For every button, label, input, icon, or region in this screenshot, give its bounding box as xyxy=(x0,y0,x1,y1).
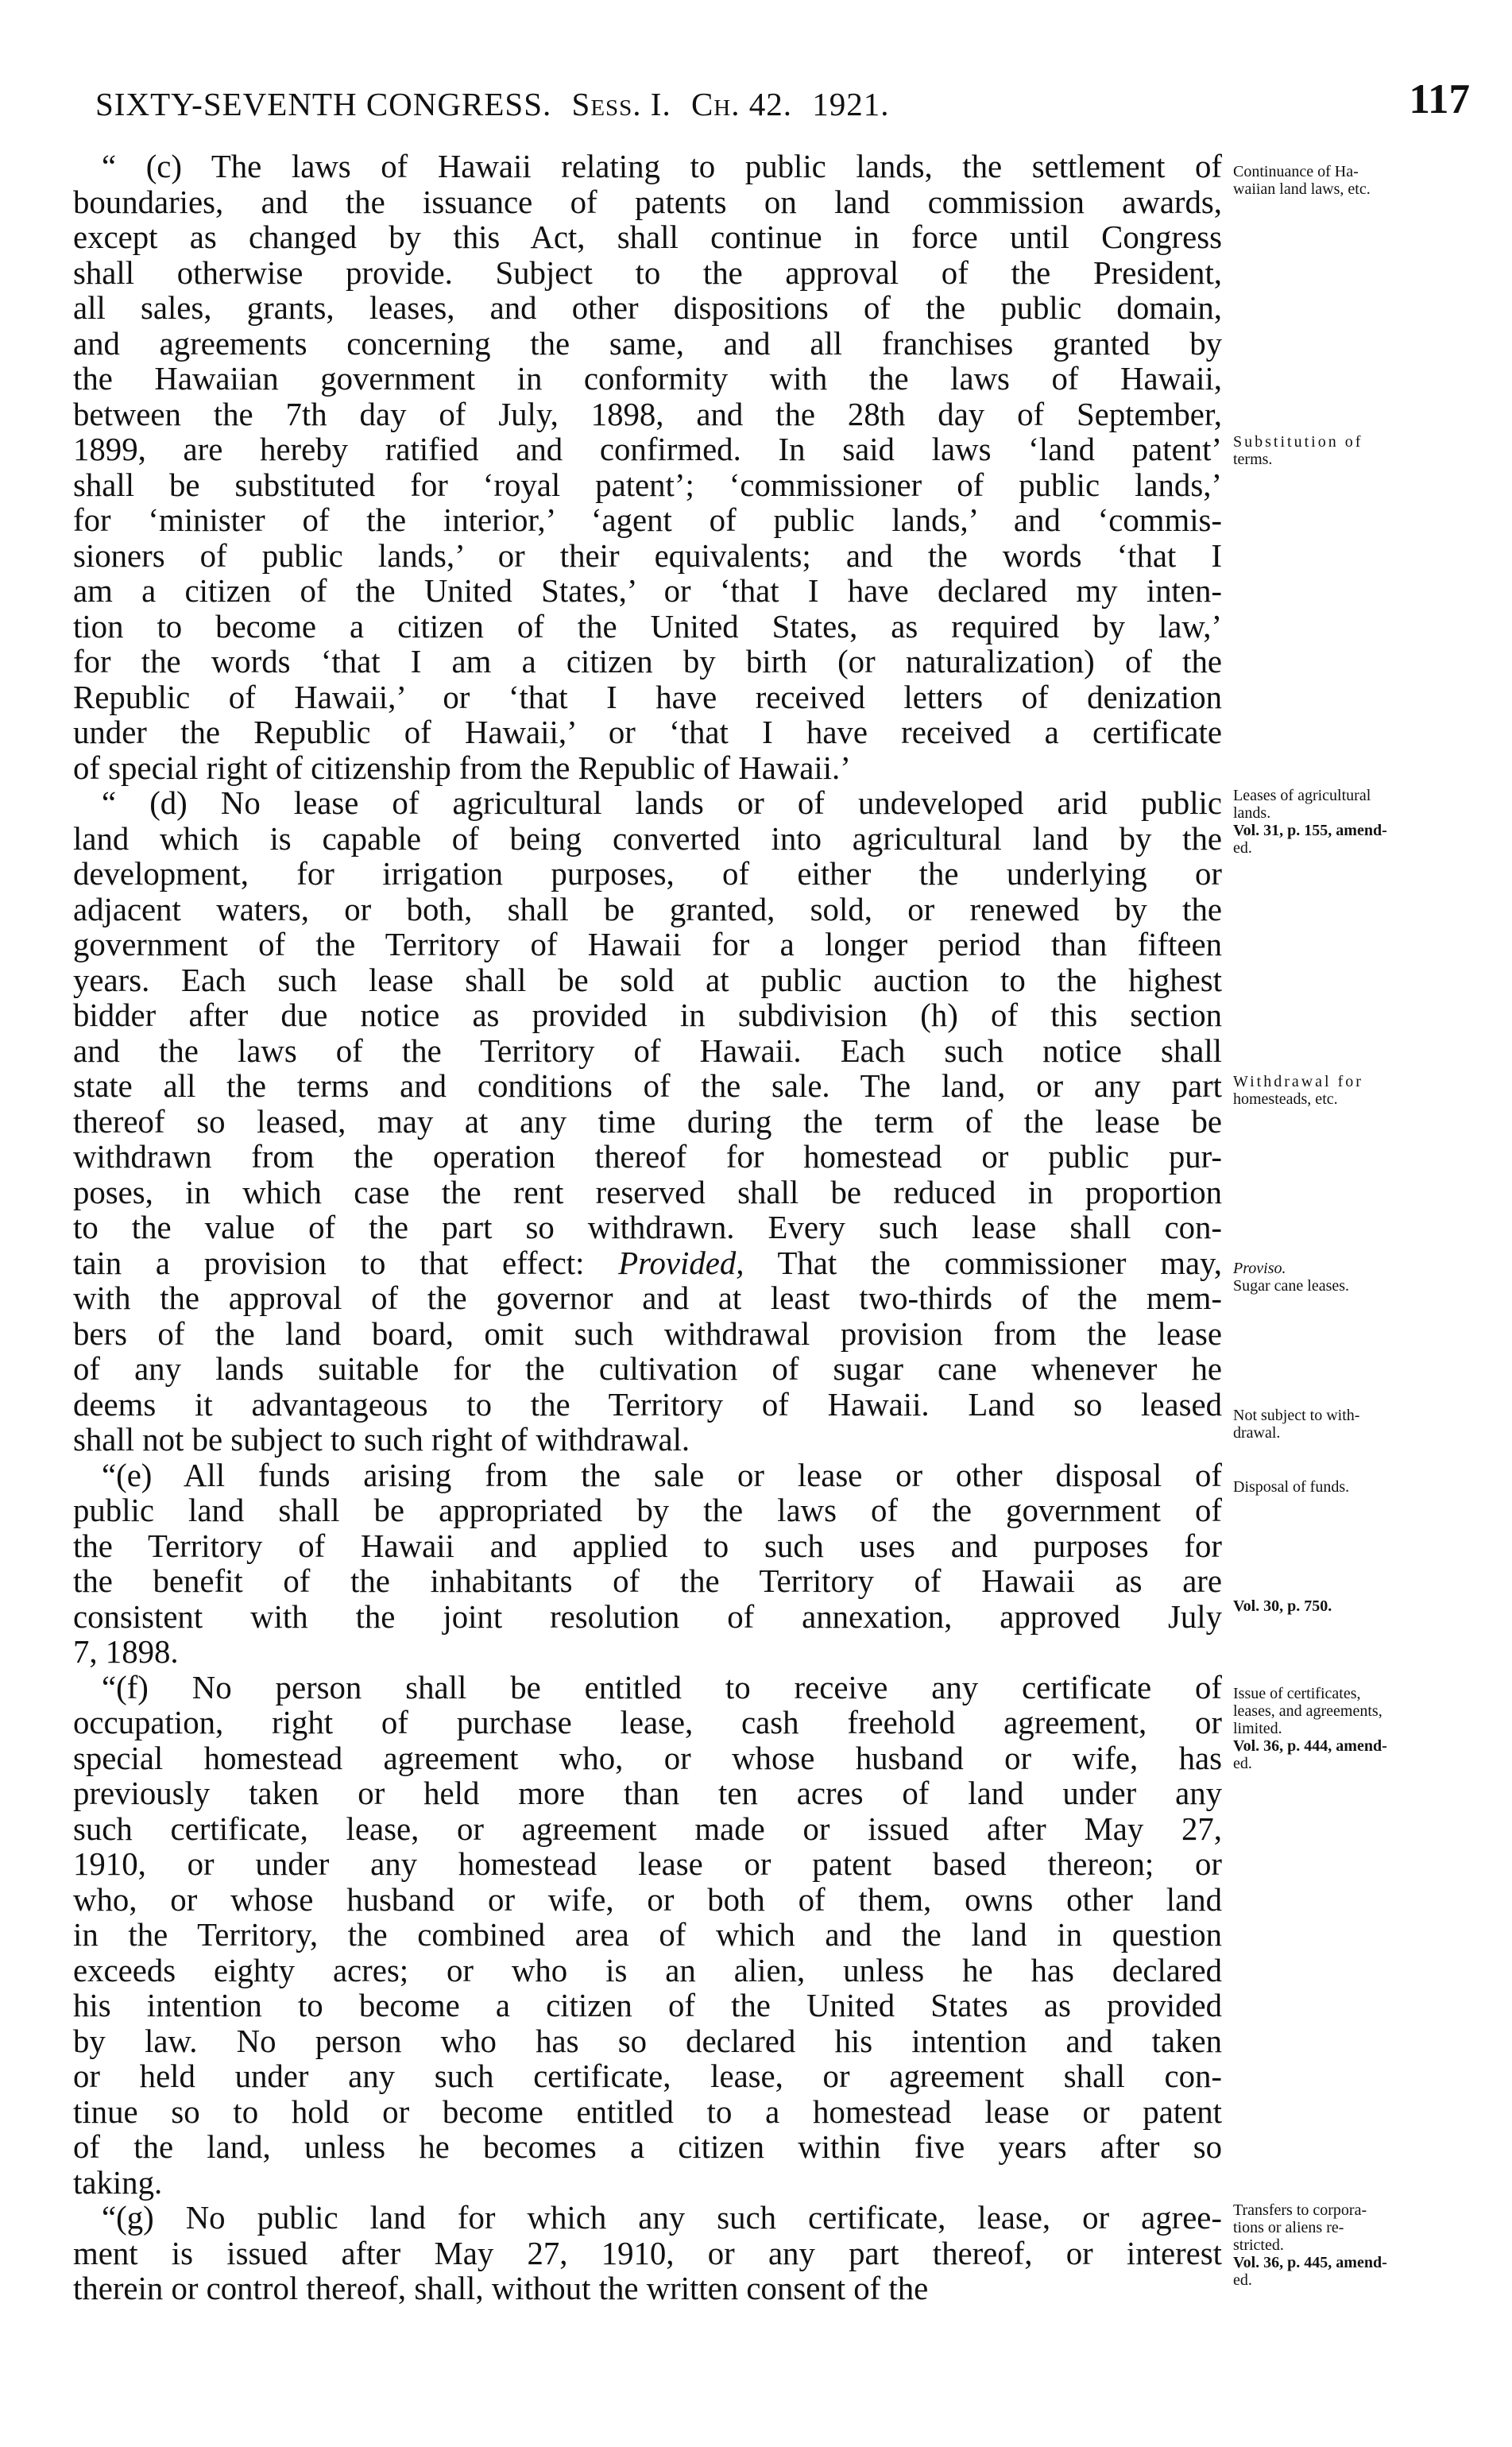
text-line: years. Each such lease shall be sold at public auction to the highest xyxy=(73,962,1222,998)
text-line: in the Territory, the combined area of which and the land in question xyxy=(73,1917,1222,1953)
text-line: shall not be subject to such right of withdrawal. xyxy=(73,1422,690,1458)
text-line: and the laws of the Territory of Hawaii. Each such notice shall xyxy=(73,1032,1222,1069)
text-line: state all the terms and conditions of the sale. The land, or any part xyxy=(73,1068,1222,1104)
text-line: development, for irrigation purposes, of either the underlying or xyxy=(73,856,1222,892)
margin-note-not-subject xyxy=(1233,1407,1495,1442)
margin-note-line: Transfers to corpora- xyxy=(1233,2201,1367,2219)
text-line: government of the Territory of Hawaii for a longer period than fifteen xyxy=(73,927,1222,962)
margin-note-line: lands. xyxy=(1233,804,1271,822)
text-line: occupation, right of purchase lease, cash freehold agreement, or xyxy=(73,1705,1222,1740)
text-line: “ (c) The laws of Hawaii relating to public lands, the settlement of xyxy=(102,149,1222,184)
margin-note-leases-agricultural xyxy=(1233,787,1495,857)
text-line: except as changed by this Act, shall continue in force until Congress xyxy=(73,219,1222,255)
text-line: exceeds eighty acres; or who is an alien, unless he has declared xyxy=(73,1952,1222,1988)
margin-note-line: Continuance of Ha- xyxy=(1233,163,1359,180)
margin-note-line: stricted. xyxy=(1233,2236,1284,2254)
text-line: under the Republic of Hawaii,’ or ‘that I have received a certificate xyxy=(73,714,1222,750)
text-line: all sales, grants, leases, and other dispositions of the public domain, xyxy=(73,290,1222,326)
proviso-word: Provided, xyxy=(618,1245,744,1281)
chapter-label: Ch. 42. xyxy=(690,86,792,122)
margin-note-line: ed. xyxy=(1233,839,1252,857)
text-line: for the words ‘that I am a citizen by birth (or naturalization) of the xyxy=(73,644,1222,680)
text-line: 1910, or under any homestead lease or patent based thereon; or xyxy=(73,1846,1222,1882)
text-line: poses, in which case the rent reserved shall be reduced in proportion xyxy=(73,1174,1222,1210)
text-line: with the approval of the governor and at least two-thirds of the mem- xyxy=(73,1280,1222,1316)
margin-note-transfers xyxy=(1233,2201,1495,2289)
text-line: by law. No person who has so declared his intention and taken xyxy=(73,2023,1222,2059)
margin-note-line: Disposal of funds. xyxy=(1233,1478,1350,1496)
text-line: am a citizen of the United States,’ or ‘that I have declared my inten- xyxy=(73,573,1222,609)
text-line: Republic of Hawaii,’ or ‘that I have received letters of denization xyxy=(73,679,1222,715)
text-line: such certificate, lease, or agreement made or issued after May 27, xyxy=(73,1810,1222,1847)
paragraph-g xyxy=(73,2201,1222,2307)
year-label: 1921. xyxy=(812,86,890,122)
text-line: consistent with the joint resolution of annexation, approved July xyxy=(73,1598,1222,1635)
margin-note-line: homesteads, etc. xyxy=(1233,1090,1338,1108)
text-line: ment is issued after May 27, 1910, or any part thereof, or interest xyxy=(73,2235,1222,2271)
margin-note-line: Leases of agricultural xyxy=(1233,787,1371,804)
text-line: tain a provision to that effect: Provided, That the commissioner may, xyxy=(73,1245,1222,1281)
text-line: shall otherwise provide. Subject to the approval of the President, xyxy=(73,254,1222,291)
text-line: taking. xyxy=(73,2164,163,2201)
text-line: the Hawaiian government in conformity with the laws of Hawaii, xyxy=(73,361,1222,397)
running-title xyxy=(95,85,890,123)
text-line: shall be substituted for ‘royal patent’; ‘commissioner of public lands,’ xyxy=(73,467,1222,503)
text-line: “(e) All funds arising from the sale or lease or other disposal of xyxy=(102,1457,1222,1493)
text-line: bers of the land board, omit such withdrawal provision from the lease xyxy=(73,1315,1222,1352)
margin-note-line: Substitution of xyxy=(1233,433,1363,451)
paragraph-c xyxy=(73,149,1222,786)
text-line: previously taken or held more than ten acres of land under any xyxy=(73,1775,1222,1811)
margin-note-line: Vol. 31, p. 155, amend- xyxy=(1233,822,1387,839)
text-line: between the 7th day of July, 1898, and the 28th day of September, xyxy=(73,396,1222,432)
margin-note-line: ed. xyxy=(1233,2271,1252,2289)
text-line: deems it advantageous to the Territory of Hawaii. Land so leased xyxy=(73,1386,1222,1423)
text-line: sioners of public lands,’ or their equivalents; and the words ‘that I xyxy=(73,537,1222,574)
margin-note-line: drawal. xyxy=(1233,1424,1281,1442)
text-line: who, or whose husband or wife, or both of them, owns other land xyxy=(73,1881,1222,1918)
text-line: boundaries, and the issuance of patents on land commission awards, xyxy=(73,184,1222,220)
margin-note-line: waiian land laws, etc. xyxy=(1233,180,1371,198)
text-line: and agreements concerning the same, and all franchises granted by xyxy=(73,325,1222,362)
text-line: special homestead agreement who, or whose husband or wife, has xyxy=(73,1740,1222,1776)
margin-note-line: Proviso. xyxy=(1233,1260,1286,1277)
margin-note-withdrawal xyxy=(1233,1073,1495,1108)
text-line: thereof so leased, may at any time during the term of the lease be xyxy=(73,1103,1222,1140)
text-line: 1899, are hereby ratified and confirmed. In said laws ‘land patent’ xyxy=(73,432,1222,467)
session-label: Sess. I. xyxy=(571,86,671,122)
text-line: withdrawn from the operation thereof for homestead or public pur- xyxy=(73,1139,1222,1175)
text-line: the Territory of Hawaii and applied to such uses and purposes for xyxy=(73,1527,1222,1564)
margin-note-line: Withdrawal for xyxy=(1233,1073,1363,1090)
margin-note-substitution xyxy=(1233,433,1495,468)
margin-note-line: Sugar cane leases. xyxy=(1233,1277,1350,1295)
running-header xyxy=(95,76,1470,139)
paragraph-f xyxy=(73,1671,1222,2201)
margin-note-issue-certificates xyxy=(1233,1685,1495,1772)
margin-note-line: Vol. 30, p. 750. xyxy=(1233,1597,1332,1615)
text-line: bidder after due notice as provided in subdivision (h) of this section xyxy=(73,997,1222,1033)
text-line: adjacent waters, or both, shall be granted, sold, or renewed by the xyxy=(73,891,1222,927)
margin-note-proviso xyxy=(1233,1260,1495,1295)
margin-note-line: Vol. 36, p. 444, amend- xyxy=(1233,1737,1387,1755)
paragraph-d xyxy=(73,786,1222,1458)
main-text xyxy=(73,149,1222,2307)
text-line: “(f) No person shall be entitled to receive any certificate of xyxy=(102,1669,1222,1706)
margin-note-line: Not subject to with- xyxy=(1233,1407,1360,1424)
text-line: of the land, unless he becomes a citizen within five years after so xyxy=(73,2129,1222,2165)
text-line: “ (d) No lease of agricultural lands or of undeveloped arid public xyxy=(102,785,1222,821)
text-line: tinue so to hold or become entitled to a homestead lease or patent xyxy=(73,2093,1222,2130)
text-line: therein or control thereof, shall, without the written consent of the xyxy=(73,2271,929,2306)
margin-note-vol30 xyxy=(1233,1597,1495,1615)
margin-note-line: terms. xyxy=(1233,451,1273,468)
proviso-rest: That the commissioner may, xyxy=(744,1245,1222,1281)
text-line: land which is capable of being converted into agricultural land by the xyxy=(73,820,1222,857)
text-line: for ‘minister of the interior,’ ‘agent of public lands,’ and ‘commis- xyxy=(73,502,1222,538)
margin-note-line: tions or aliens re- xyxy=(1233,2219,1344,2236)
text-line: “(g) No public land for which any such certificate, lease, or agree- xyxy=(102,2200,1222,2236)
margin-note-line: Issue of certificates, xyxy=(1233,1685,1361,1702)
margin-note-line: leases, and agreements, xyxy=(1233,1702,1382,1720)
page-number: 117 xyxy=(1409,76,1470,122)
text-line: of special right of citizenship from the Republic of Hawaii.’ xyxy=(73,749,851,786)
text-line: or held under any such certificate, lease, or agreement shall con- xyxy=(73,2058,1222,2094)
text-line: to the value of the part so withdrawn. Every such lease shall con- xyxy=(73,1210,1222,1245)
paragraph-e xyxy=(73,1458,1222,1671)
margin-note-line: limited. xyxy=(1233,1720,1282,1737)
text-line: 7, 1898. xyxy=(73,1634,179,1670)
text-line: of any lands suitable for the cultivation of sugar cane whenever he xyxy=(73,1351,1222,1387)
margin-note-disposal xyxy=(1233,1478,1495,1496)
text-line: his intention to become a citizen of the United States as provided xyxy=(73,1988,1222,2023)
margin-note-continuance xyxy=(1233,163,1495,198)
margin-note-line: Vol. 36, p. 445, amend- xyxy=(1233,2254,1387,2271)
text-line: public land shall be appropriated by the laws of the government of xyxy=(73,1493,1222,1528)
text-line: the benefit of the inhabitants of the Territory of Hawaii as are xyxy=(73,1563,1222,1599)
margin-note-line: ed. xyxy=(1233,1755,1252,1772)
text-line: tion to become a citizen of the United States, as required by law,’ xyxy=(73,608,1222,645)
congress-title: SIXTY-SEVENTH CONGRESS. xyxy=(95,86,552,122)
